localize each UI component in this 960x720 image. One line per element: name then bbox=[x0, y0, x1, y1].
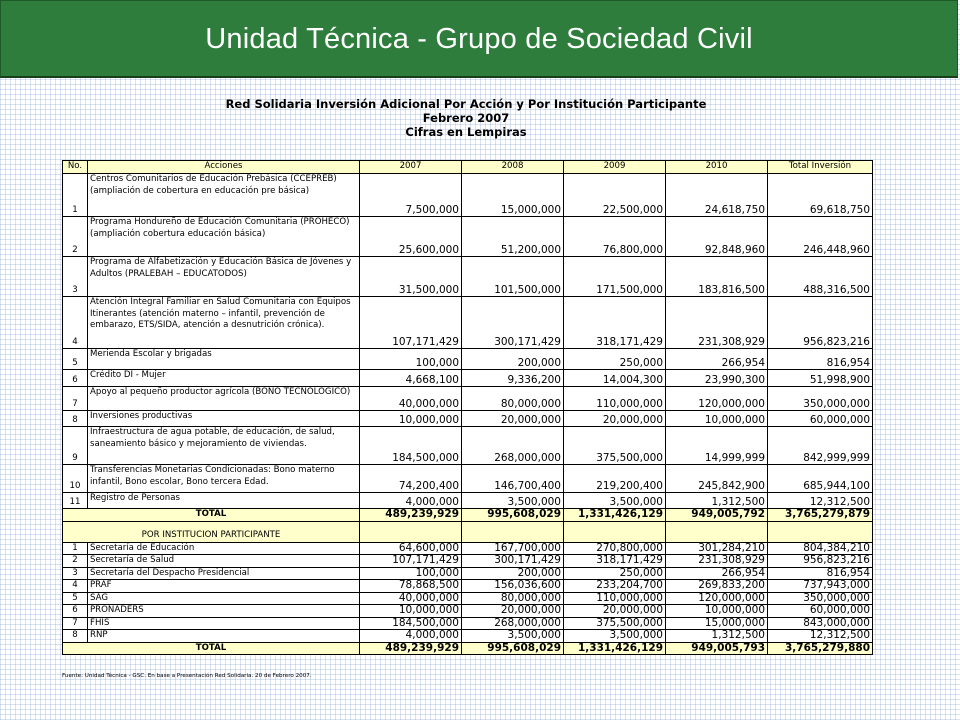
value-2010: 15,000,000 bbox=[666, 617, 768, 630]
value-2010: 14,999,999 bbox=[666, 427, 768, 465]
value-2007: 184,500,000 bbox=[360, 427, 462, 465]
value-2010: 92,848,960 bbox=[666, 217, 768, 257]
value-2010: 10,000,000 bbox=[666, 411, 768, 427]
value-2007: 78,868,500 bbox=[360, 580, 462, 593]
value-2010: 10,000,000 bbox=[666, 605, 768, 618]
investment-table bbox=[62, 160, 873, 655]
value-2009: 20,000,000 bbox=[564, 605, 666, 618]
row-number: 8 bbox=[63, 630, 88, 643]
value-2010: 231,308,929 bbox=[666, 297, 768, 349]
value-total: 816,954 bbox=[768, 349, 873, 370]
value-2007: 10,000,000 bbox=[360, 605, 462, 618]
value-2008: 101,500,000 bbox=[462, 257, 564, 297]
table-row bbox=[63, 370, 873, 387]
value-2008: 146,700,400 bbox=[462, 465, 564, 493]
table-row bbox=[63, 567, 873, 580]
value-2008: 268,000,000 bbox=[462, 427, 564, 465]
value-2007: 40,000,000 bbox=[360, 592, 462, 605]
source-note: Fuente: Unidad Técnica - GSC. En base a Presentación Red Solidaria. 20 de Febrero 2007. bbox=[62, 673, 312, 679]
value-2008: 156,036,600 bbox=[462, 580, 564, 593]
value-2010: 1,312,500 bbox=[666, 493, 768, 509]
total-2007: 489,239,929 bbox=[360, 642, 462, 655]
value-2007: 74,200,400 bbox=[360, 465, 462, 493]
table-row bbox=[63, 349, 873, 370]
table-row bbox=[63, 617, 873, 630]
value-2009: 318,171,429 bbox=[564, 297, 666, 349]
column-header: No. bbox=[63, 161, 88, 174]
value-2008: 20,000,000 bbox=[462, 605, 564, 618]
institution-name: PRONADERS bbox=[88, 605, 360, 618]
value-total: 842,999,999 bbox=[768, 427, 873, 465]
total-2010: 949,005,792 bbox=[666, 509, 768, 522]
action-description: Atención Integral Familiar en Salud Comunitaria con Equipos Itinerantes (atención materno – infantil, prevención de embarazo, ETS/SIDA, atención a desnutrición crónica). bbox=[88, 297, 360, 349]
value-2009: 171,500,000 bbox=[564, 257, 666, 297]
value-2010: 24,618,750 bbox=[666, 174, 768, 217]
column-header: 2010 bbox=[666, 161, 768, 174]
value-2008: 3,500,000 bbox=[462, 630, 564, 643]
value-2007: 107,171,429 bbox=[360, 555, 462, 568]
table-row bbox=[63, 257, 873, 297]
value-2007: 64,600,000 bbox=[360, 542, 462, 555]
value-2009: 270,800,000 bbox=[564, 542, 666, 555]
value-2008: 200,000 bbox=[462, 349, 564, 370]
value-2010: 301,284,210 bbox=[666, 542, 768, 555]
institution-name: PRAF bbox=[88, 580, 360, 593]
value-2010: 1,312,500 bbox=[666, 630, 768, 643]
value-2007: 4,668,100 bbox=[360, 370, 462, 387]
table-row bbox=[63, 555, 873, 568]
action-description: Apoyo al pequeño productor agrícola (BONO TECNOLOGICO) bbox=[88, 387, 360, 411]
table-row bbox=[63, 542, 873, 555]
value-2008: 300,171,429 bbox=[462, 297, 564, 349]
row-number: 8 bbox=[63, 411, 88, 427]
action-description: Programa Hondureño de Educación Comunitaria (PROHECO) (ampliación cobertura educación básica) bbox=[88, 217, 360, 257]
value-2008: 167,700,000 bbox=[462, 542, 564, 555]
value-2008: 200,000 bbox=[462, 567, 564, 580]
row-number: 10 bbox=[63, 465, 88, 493]
value-2008: 15,000,000 bbox=[462, 174, 564, 217]
value-2010: 120,000,000 bbox=[666, 592, 768, 605]
value-2007: 31,500,000 bbox=[360, 257, 462, 297]
value-total: 60,000,000 bbox=[768, 411, 873, 427]
total-2008: 995,608,029 bbox=[462, 642, 564, 655]
total-label: TOTAL bbox=[63, 642, 360, 655]
value-2007: 25,600,000 bbox=[360, 217, 462, 257]
value-2010: 183,816,500 bbox=[666, 257, 768, 297]
column-header: 2009 bbox=[564, 161, 666, 174]
report-heading bbox=[60, 97, 872, 139]
table-row bbox=[63, 427, 873, 465]
table-row bbox=[63, 411, 873, 427]
value-2008: 51,200,000 bbox=[462, 217, 564, 257]
institutions-total-row bbox=[63, 642, 873, 655]
value-total: 350,000,000 bbox=[768, 592, 873, 605]
value-2007: 4,000,000 bbox=[360, 630, 462, 643]
row-number: 3 bbox=[63, 567, 88, 580]
report-period: Febrero 2007 bbox=[422, 111, 510, 125]
action-description: Inversiones productivas bbox=[88, 411, 360, 427]
value-2010: 23,990,300 bbox=[666, 370, 768, 387]
institution-name: FHIS bbox=[88, 617, 360, 630]
value-2009: 375,500,000 bbox=[564, 427, 666, 465]
value-2008: 9,336,200 bbox=[462, 370, 564, 387]
total-2008: 995,608,029 bbox=[462, 509, 564, 522]
value-2007: 184,500,000 bbox=[360, 617, 462, 630]
action-description: Merienda Escolar y brigadas bbox=[88, 349, 360, 370]
section-title: POR INSTITUCION PARTICIPANTE bbox=[63, 521, 360, 542]
column-header: 2007 bbox=[360, 161, 462, 174]
table-row bbox=[63, 630, 873, 643]
value-2008: 80,000,000 bbox=[462, 387, 564, 411]
section-row bbox=[63, 521, 873, 542]
value-2010: 231,308,929 bbox=[666, 555, 768, 568]
action-description: Registro de Personas bbox=[88, 493, 360, 509]
total-2009: 1,331,426,129 bbox=[564, 509, 666, 522]
row-number: 6 bbox=[63, 370, 88, 387]
value-total: 69,618,750 bbox=[768, 174, 873, 217]
value-2009: 110,000,000 bbox=[564, 387, 666, 411]
total-2010: 949,005,793 bbox=[666, 642, 768, 655]
value-2010: 245,842,900 bbox=[666, 465, 768, 493]
value-total: 816,954 bbox=[768, 567, 873, 580]
value-2007: 40,000,000 bbox=[360, 387, 462, 411]
institution-name: Secretaría de Educación bbox=[88, 542, 360, 555]
empty-cell bbox=[462, 521, 564, 542]
value-2010: 120,000,000 bbox=[666, 387, 768, 411]
value-2007: 107,171,429 bbox=[360, 297, 462, 349]
value-total: 488,316,500 bbox=[768, 257, 873, 297]
value-2008: 3,500,000 bbox=[462, 493, 564, 509]
value-total: 12,312,500 bbox=[768, 493, 873, 509]
row-number: 5 bbox=[63, 592, 88, 605]
empty-cell bbox=[360, 521, 462, 542]
empty-cell bbox=[768, 521, 873, 542]
value-2007: 10,000,000 bbox=[360, 411, 462, 427]
value-2009: 76,800,000 bbox=[564, 217, 666, 257]
value-total: 956,823,216 bbox=[768, 555, 873, 568]
column-header: Total Inversión bbox=[768, 161, 873, 174]
row-number: 9 bbox=[63, 427, 88, 465]
value-2007: 4,000,000 bbox=[360, 493, 462, 509]
value-2010: 266,954 bbox=[666, 349, 768, 370]
table-row bbox=[63, 174, 873, 217]
value-2007: 100,000 bbox=[360, 567, 462, 580]
report-units: Cifras en Lempiras bbox=[405, 125, 527, 139]
value-2009: 250,000 bbox=[564, 567, 666, 580]
value-total: 60,000,000 bbox=[768, 605, 873, 618]
value-2010: 269,833,200 bbox=[666, 580, 768, 593]
institution-name: Secretaría de Salud bbox=[88, 555, 360, 568]
total-label: TOTAL bbox=[63, 509, 360, 522]
institution-name: SAG bbox=[88, 592, 360, 605]
title-banner bbox=[0, 0, 958, 78]
value-2009: 22,500,000 bbox=[564, 174, 666, 217]
value-2010: 266,954 bbox=[666, 567, 768, 580]
row-number: 7 bbox=[63, 617, 88, 630]
total-overall: 3,765,279,880 bbox=[768, 642, 873, 655]
value-total: 956,823,216 bbox=[768, 297, 873, 349]
value-2009: 233,204,700 bbox=[564, 580, 666, 593]
row-number: 4 bbox=[63, 297, 88, 349]
row-number: 6 bbox=[63, 605, 88, 618]
value-2009: 375,500,000 bbox=[564, 617, 666, 630]
row-number: 4 bbox=[63, 580, 88, 593]
report-title: Red Solidaria Inversión Adicional Por Acción y Por Institución Participante bbox=[225, 97, 707, 111]
institution-name: Secretaría del Despacho Presidencial bbox=[88, 567, 360, 580]
value-2009: 14,004,300 bbox=[564, 370, 666, 387]
row-number: 1 bbox=[63, 174, 88, 217]
row-number: 3 bbox=[63, 257, 88, 297]
action-description: Centros Comunitarios de Educación Prebásica (CCEPREB) (ampliación de cobertura en educación pre básica) bbox=[88, 174, 360, 217]
row-number: 11 bbox=[63, 493, 88, 509]
value-2009: 3,500,000 bbox=[564, 630, 666, 643]
action-description: Infraestructura de agua potable, de educación, de salud, saneamiento básico y mejoramiento de viviendas. bbox=[88, 427, 360, 465]
table-header-row bbox=[63, 161, 873, 174]
value-2008: 80,000,000 bbox=[462, 592, 564, 605]
total-2009: 1,331,426,129 bbox=[564, 642, 666, 655]
column-header: 2008 bbox=[462, 161, 564, 174]
value-total: 843,000,000 bbox=[768, 617, 873, 630]
value-2007: 100,000 bbox=[360, 349, 462, 370]
row-number: 2 bbox=[63, 555, 88, 568]
value-2008: 20,000,000 bbox=[462, 411, 564, 427]
actions-total-row bbox=[63, 509, 873, 522]
action-description: Crédito DI - Mujer bbox=[88, 370, 360, 387]
value-total: 12,312,500 bbox=[768, 630, 873, 643]
empty-cell bbox=[564, 521, 666, 542]
institution-name: RNP bbox=[88, 630, 360, 643]
table-row bbox=[63, 217, 873, 257]
empty-cell bbox=[666, 521, 768, 542]
value-total: 51,998,900 bbox=[768, 370, 873, 387]
value-2009: 250,000 bbox=[564, 349, 666, 370]
value-total: 350,000,000 bbox=[768, 387, 873, 411]
row-number: 5 bbox=[63, 349, 88, 370]
row-number: 7 bbox=[63, 387, 88, 411]
total-2007: 489,239,929 bbox=[360, 509, 462, 522]
table-row bbox=[63, 387, 873, 411]
value-total: 246,448,960 bbox=[768, 217, 873, 257]
page-title: Unidad Técnica - Grupo de Sociedad Civil bbox=[205, 23, 753, 55]
value-2009: 318,171,429 bbox=[564, 555, 666, 568]
column-header: Acciones bbox=[88, 161, 360, 174]
table-row bbox=[63, 592, 873, 605]
total-overall: 3,765,279,879 bbox=[768, 509, 873, 522]
table-row bbox=[63, 297, 873, 349]
action-description: Programa de Alfabetización y Educación Básica de Jóvenes y Adultos (PRALEBAH – EDUCATODOS) bbox=[88, 257, 360, 297]
value-2009: 110,000,000 bbox=[564, 592, 666, 605]
value-2009: 219,200,400 bbox=[564, 465, 666, 493]
value-2009: 20,000,000 bbox=[564, 411, 666, 427]
value-total: 685,944,100 bbox=[768, 465, 873, 493]
value-total: 804,384,210 bbox=[768, 542, 873, 555]
row-number: 2 bbox=[63, 217, 88, 257]
row-number: 1 bbox=[63, 542, 88, 555]
table-row bbox=[63, 580, 873, 593]
value-2008: 268,000,000 bbox=[462, 617, 564, 630]
value-2009: 3,500,000 bbox=[564, 493, 666, 509]
table-row bbox=[63, 605, 873, 618]
value-total: 737,943,000 bbox=[768, 580, 873, 593]
table-row bbox=[63, 465, 873, 493]
action-description: Transferencias Monetarias Condicionadas: Bono materno infantil, Bono escolar, Bono tercera Edad. bbox=[88, 465, 360, 493]
value-2007: 7,500,000 bbox=[360, 174, 462, 217]
value-2008: 300,171,429 bbox=[462, 555, 564, 568]
table-row bbox=[63, 493, 873, 509]
